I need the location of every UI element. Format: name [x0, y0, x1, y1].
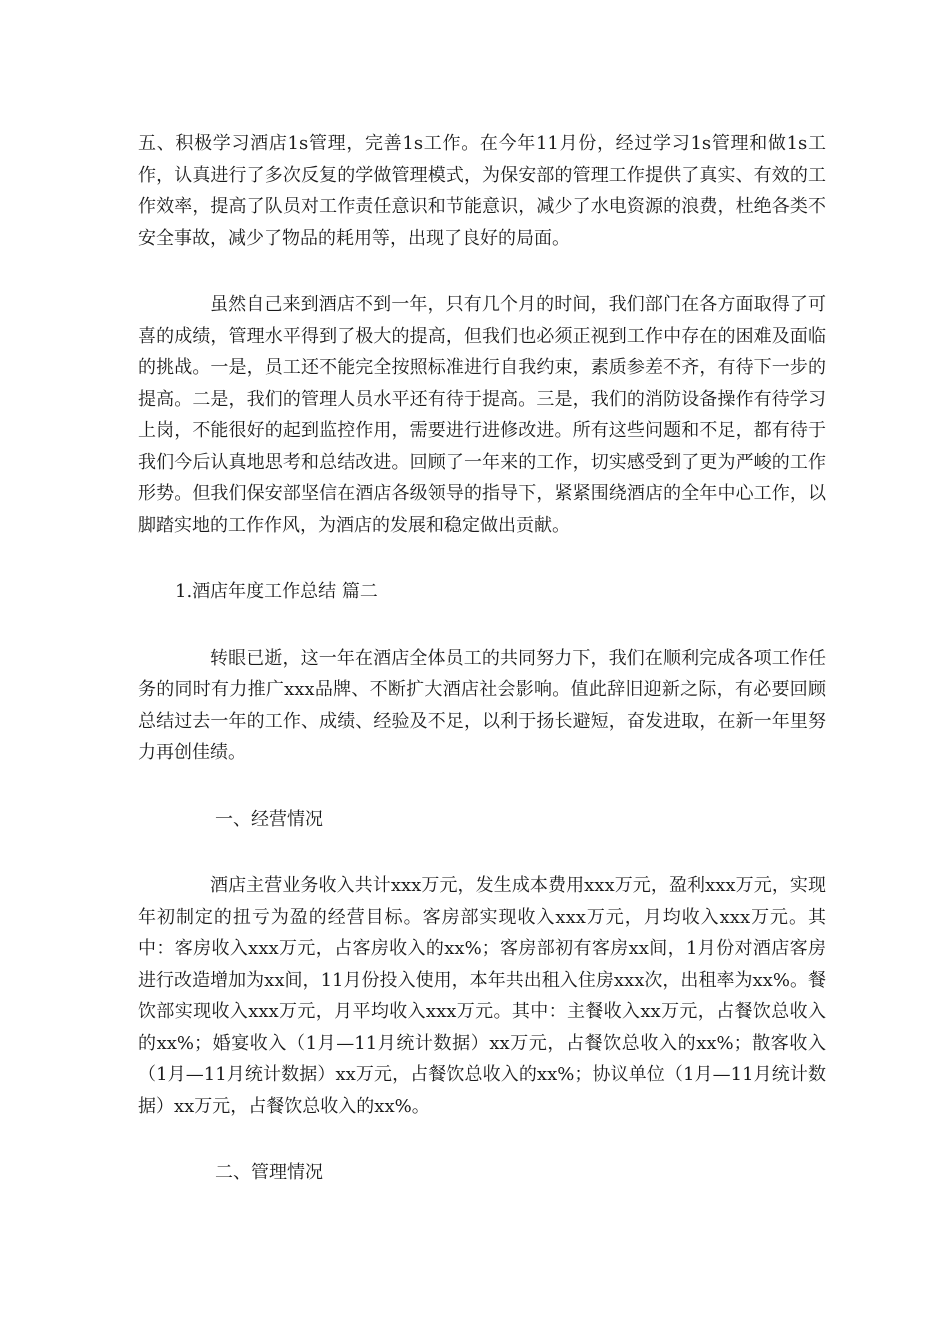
intro-paragraph: 转眼已逝，这一年在酒店全体员工的共同努力下，我们在顺利完成各项工作任务的同时有力推广xxx品牌、不断扩大酒店社会影响。值此辞旧迎新之际，有必要回顾总结过去一年的工作、成绩、经验及不足，以利于扬长避短，奋发进取，在新一年里努力再创佳绩。 [138, 647, 826, 763]
reflection-paragraph: 虽然自己来到酒店不到一年，只有几个月的时间，我们部门在各方面取得了可喜的成绩，管理水平得到了极大的提高，但我们也必须正视到工作中存在的困难及面临的挑战。一是，员工还不能完全按照标准进行自我约束，素质参差不齐，有待下一步的提高。二是，我们的管理人员水平还有待于提高。三是，我们的消防设备操作有待学习上岗，不能很好的起到监控作用，需要进行进修改进。所有这些问题和不足，都有待于我们今后认真地思考和总结改进。回顾了一年来的工作，切实感受到了更为严峻的工作形势。但我们保安部坚信在酒店各级领导的指导下，紧紧围绕酒店的全年中心工作，以脚踏实地的工作作风，为酒店的发展和稳定做出贡献。 [138, 294, 826, 536]
article-heading: 1.酒店年度工作总结 篇二 [175, 581, 378, 602]
section1-heading: 一、经营情况 [215, 808, 323, 830]
document-page [138, 128, 826, 1224]
section5-paragraph: 五、积极学习酒店1s管理，完善1s工作。在今年11月份，经过学习1s管理和做1s工作，认真进行了多次反复的学做管理模式，为保安部的管理工作提供了真实、有效的工作效率，提高了队员对工作责任意识和节能意识，减少了水电资源的浪费，杜绝各类不安全事故，减少了物品的耗用等，出现了良好的局面。 [138, 133, 826, 249]
section2-heading: 二、管理情况 [215, 1162, 323, 1183]
operations-paragraph: 酒店主营业务收入共计xxx万元，发生成本费用xxx万元，盈利xxx万元，实现年初制定的扭亏为盈的经营目标。客房部实现收入xxx万元，月均收入xxx万元。其中：客房收入xxx万元，占客房收入的xx%；客房部初有客房xx间，1月份对酒店客房进行改造增加为xx间，11月份投入使用，本年共出租入住房xxx次，出租率为xx%。餐饮部实现收入xxx万元，月平均收入xxx万元。其中：主餐收入xx万元，占餐饮总收入的xx%；婚宴收入（1月—11月统计数据）xx万元，占餐饮总收入的xx%；散客收入（1月—11月统计数据）xx万元，占餐饮总收入的xx%；协议单位（1月—11月统计数据）xx万元，占餐饮总收入的xx%。 [138, 875, 826, 1117]
